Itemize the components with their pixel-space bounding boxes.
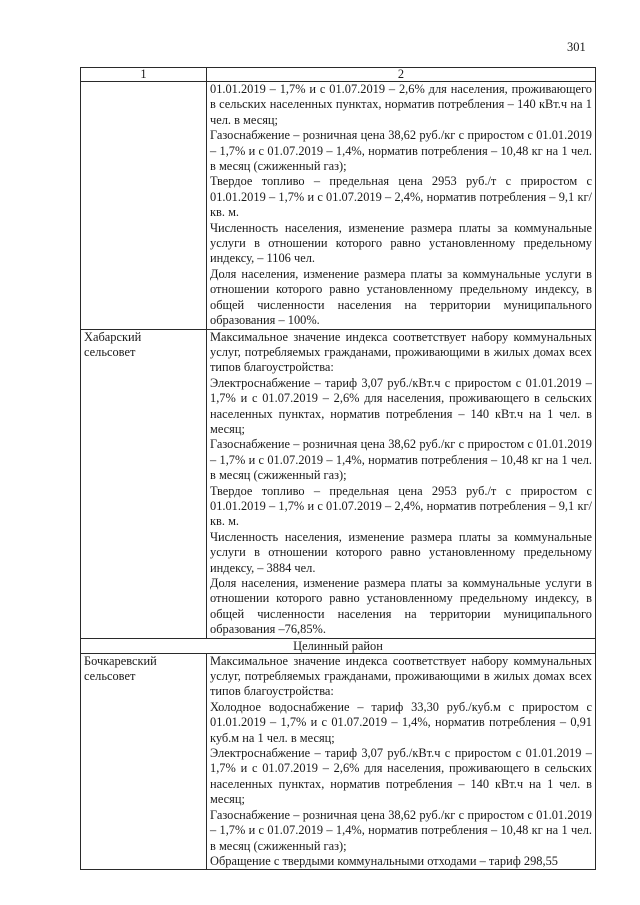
paragraph: Твердое топливо – предельная цена 2953 руб./т с приростом с 01.01.2019 – 1,7% и с 01.07.2019 – 2,4%, норматив потребления – 9,1 кг/кв. м. — [210, 483, 592, 529]
municipality-cell-empty — [81, 82, 207, 330]
municipality-cell — [81, 653, 207, 870]
paragraph: Электроснабжение – тариф 3,07 руб./кВт.ч с приростом с 01.01.2019 – 1,7% и с 01.07.2019 – 2,6% для населения, проживающего в сельских населенных пунктах, норматив потребления – 140 кВт.ч на 1 чел. в месяц; — [210, 375, 592, 436]
paragraph: Численность населения, изменение размера платы за коммунальные услуги в отношении которого равно установленному предельному индексу, – 1106 чел. — [210, 220, 592, 266]
page-number: 301 — [567, 40, 586, 54]
municipality-name-line: сельсовет — [84, 344, 136, 359]
description-cell — [207, 653, 596, 870]
paragraph: Газоснабжение – розничная цена 38,62 руб./кг с приростом с 01.01.2019 – 1,7% и с 01.07.2019 – 1,4%, норматив потребления – 10,48 кг на 1 чел. в месяц (сжиженный газ); — [210, 807, 592, 853]
description-cell — [207, 82, 596, 330]
description-cell — [207, 329, 596, 638]
paragraph: Доля населения, изменение размера платы за коммунальные услуги в отношении которого равно установленному предельному индексу, в общей численности населения на территории муниципального образования –76,85%. — [210, 576, 592, 637]
paragraph: Холодное водоснабжение – тариф 33,30 руб./куб.м с приростом с 01.01.2019 – 1,7% и с 01.07.2019 – 1,4%, норматив потребления – 0,91 куб.м на 1 чел. в месяц; — [210, 699, 592, 745]
paragraph: Численность населения, изменение размера платы за коммунальные услуги в отношении которого равно установленному предельному индексу, – 3884 чел. — [210, 529, 592, 575]
paragraph: Максимальное значение индекса соответствует набору коммунальных услуг, потребляемых гражданами, проживающими в жилых домах всех типов благоустройства: — [210, 653, 592, 699]
index-table — [80, 67, 596, 870]
paragraph: Газоснабжение – розничная цена 38,62 руб./кг с приростом с 01.01.2019 – 1,7% и с 01.07.2019 – 1,4%, норматив потребления – 10,48 кг на 1 чел. в месяц (сжиженный газ); — [210, 128, 592, 174]
paragraph: Газоснабжение – розничная цена 38,62 руб./кг с приростом с 01.01.2019 – 1,7% и с 01.07.2019 – 1,4%, норматив потребления – 10,48 кг на 1 чел. в месяц (сжиженный газ); — [210, 437, 592, 483]
municipality-name-line: Хабарский — [84, 329, 142, 344]
section-title: Целинный район — [81, 638, 596, 653]
table-row — [81, 329, 596, 638]
header-col-2: 2 — [207, 68, 596, 82]
paragraph: Доля населения, изменение размера платы за коммунальные услуги в отношении которого равно установленному предельному индексу, в общей численности населения на территории муниципального образования – 100%. — [210, 266, 592, 328]
paragraph: 01.01.2019 – 1,7% и с 01.07.2019 – 2,6% для населения, проживающего в сельских населенных пунктах, норматив потребления – 140 кВт.ч на 1 чел. в месяц; — [210, 82, 592, 127]
header-col-1: 1 — [81, 68, 207, 82]
paragraph: Электроснабжение – тариф 3,07 руб./кВт.ч с приростом с 01.01.2019 – 1,7% и с 01.07.2019 – 2,6% для населения, проживающего в сельских населенных пунктах, норматив потребления – 140 кВт.ч на 1 чел. в месяц; — [210, 746, 592, 807]
table-header-row — [81, 68, 596, 82]
municipality-cell — [81, 329, 207, 638]
paragraph: Твердое топливо – предельная цена 2953 руб./т с приростом с 01.01.2019 – 1,7% и с 01.07.2019 – 2,4%, норматив потребления – 9,1 кг/кв. м. — [210, 174, 592, 220]
table-row — [81, 82, 596, 330]
section-row — [81, 638, 596, 653]
municipality-name-line: сельсовет — [84, 669, 136, 684]
paragraph: Максимальное значение индекса соответствует набору коммунальных услуг, потребляемых гражданами, проживающими в жилых домах всех типов благоустройства: — [210, 329, 592, 375]
municipality-name-line: Бочкаревский — [84, 653, 157, 668]
paragraph: Обращение с твердыми коммунальными отходами – тариф 298,55 — [210, 853, 558, 868]
table-row — [81, 653, 596, 870]
